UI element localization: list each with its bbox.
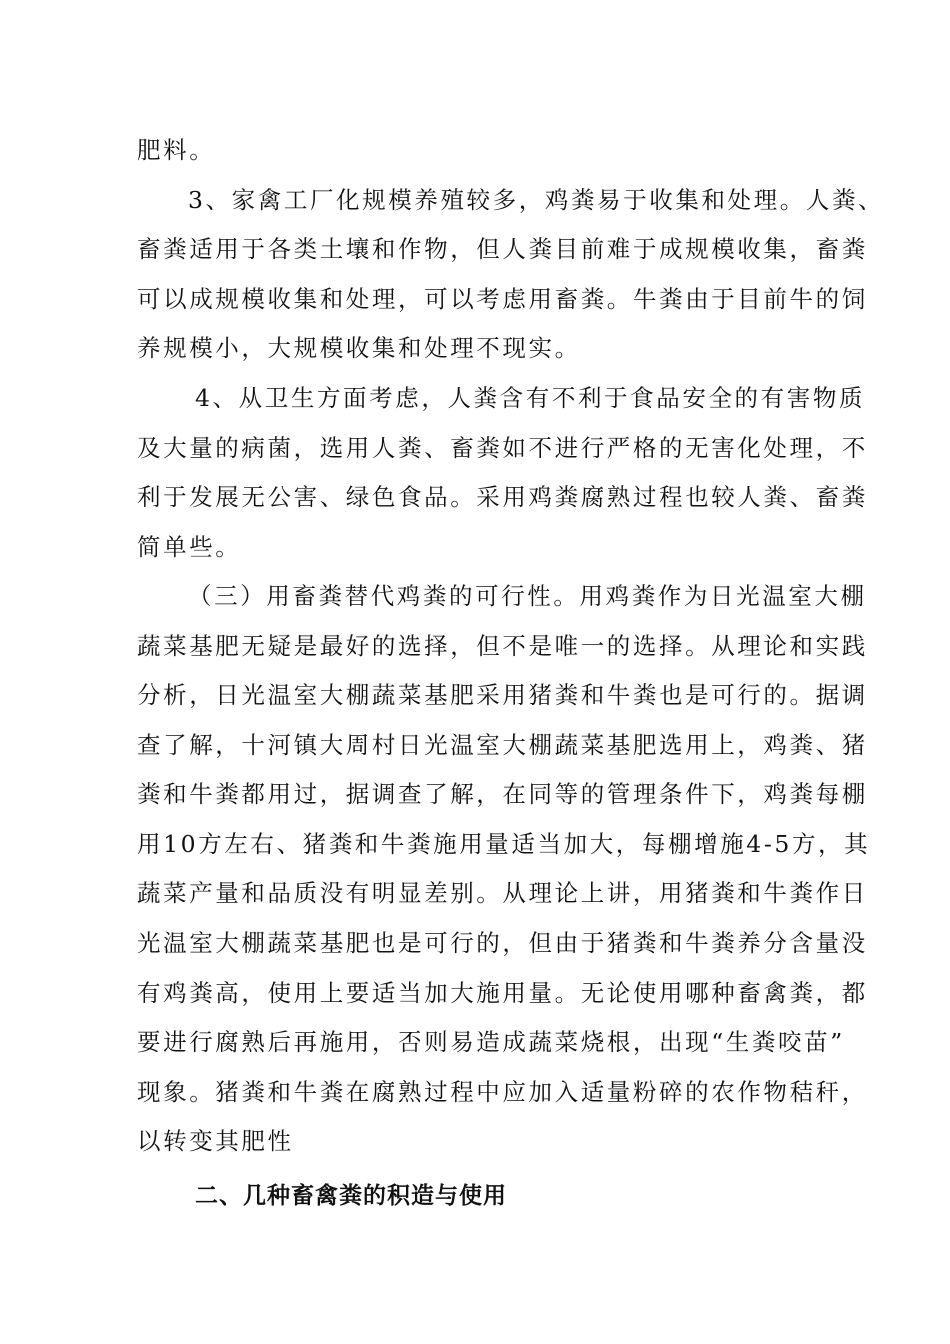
text-line: 分析，日光温室大棚蔬菜基肥采用猪粪和牛粪也是可行的。据调	[137, 681, 868, 709]
paragraph-4-line-1: 4、从卫生方面考虑，人粪含有不利于食品安全的有害物质	[195, 384, 866, 412]
section-heading: 二、几种畜禽粪的积造与使用	[195, 1183, 507, 1209]
text-line: 查了解，十河镇大周村日光温室大棚蔬菜基肥选用上，鸡粪、猪	[137, 731, 868, 759]
text-line: 以转变其肥性	[137, 1127, 294, 1155]
text-line: 及大量的病菌，选用人粪、畜粪如不进行严格的无害化处理，不	[137, 434, 868, 462]
text-line: 现象。猪粪和牛粪在腐熟过程中应加入适量粉碎的农作物秸秆，	[137, 1078, 868, 1106]
text-line: 养规模小，大规模收集和处理不现实。	[137, 334, 581, 362]
text-line: 有鸡粪高，使用上要适当加大施用量。无论使用哪种畜禽粪，都	[137, 979, 868, 1007]
text-line: 光温室大棚蔬菜基肥也是可行的，但由于猪粪和牛粪养分含量没	[137, 929, 868, 957]
paragraph-3-line-1: 3、家禽工厂化规模养殖较多，鸡粪易于收集和处理。人粪、	[188, 186, 885, 214]
section-3-line-1: （三）用畜粪替代鸡粪的可行性。用鸡粪作为日光温室大棚	[188, 582, 867, 610]
text-line: 蔬菜产量和品质没有明显差别。从理论上讲，用猪粪和牛粪作日	[137, 879, 868, 907]
text-line: 简单些。	[137, 533, 242, 561]
text-line: 可以成规模收集和处理，可以考虑用畜粪。牛粪由于目前牛的饲	[137, 285, 868, 313]
text-line: 粪和牛粪都用过，据调查了解，在同等的管理条件下，鸡粪每棚	[137, 780, 868, 808]
text-line: 蔬菜基肥无疑是最好的选择，但不是唯一的选择。从理论和实践	[137, 632, 868, 660]
text-line: 畜粪适用于各类土壤和作物，但人粪目前难于成规模收集，畜粪	[137, 235, 868, 263]
text-line: 要进行腐熟后再施用，否则易造成蔬菜烧根，出现“生粪咬苗”	[137, 1028, 845, 1056]
text-line: 用10方左右、猪粪和牛粪施用量适当加大，每棚增施4-5方，其	[137, 830, 871, 858]
text-line: 利于发展无公害、绿色食品。采用鸡粪腐熟过程也较人粪、畜粪	[137, 483, 868, 511]
text-line: 肥料。	[137, 136, 216, 164]
